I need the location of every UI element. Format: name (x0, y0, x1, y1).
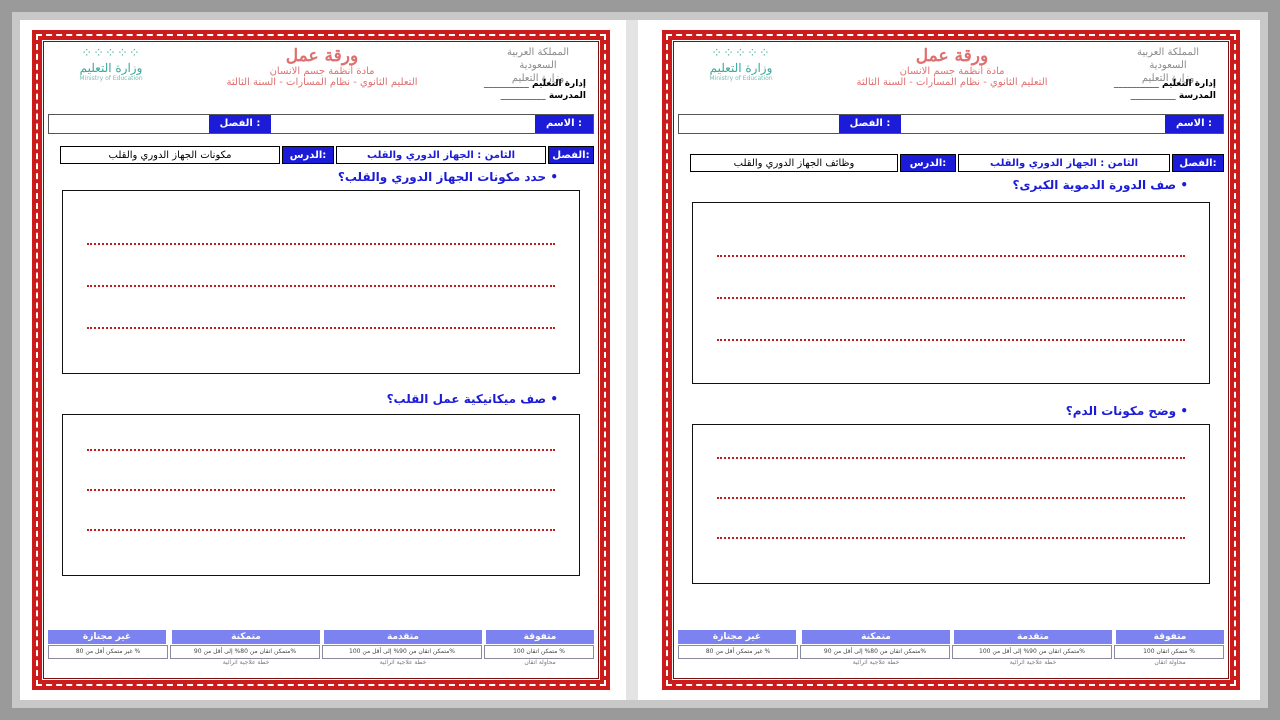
answer-line (717, 497, 1185, 499)
track-line: التعليم الثانوي - نظام المسارات - السنة الثالثة (856, 77, 1048, 88)
rubric-criterion: غير متمكن أقل من 80 % (48, 645, 168, 659)
rubric-header: متفوقة (486, 630, 594, 644)
answer-line (87, 489, 555, 491)
rubric-criterion: غير متمكن أقل من 80 % (678, 645, 798, 659)
rubric-header: متفوقة (1116, 630, 1224, 644)
answer-box-2[interactable] (692, 424, 1210, 584)
ministry-name-ar: وزارة التعليم (709, 61, 773, 75)
rubric-note: خطة علاجية اثرائية (222, 659, 270, 666)
class-label: الفصل : (209, 115, 271, 133)
answer-line (717, 339, 1185, 341)
lesson-label: الدرس: (282, 146, 334, 164)
rubric-criterion: متمكن اتقان من 90% إلى أقل من 100% (322, 645, 482, 659)
admin-block: إدارة التعليم __________ المدرسة __________ (483, 79, 586, 101)
answer-line (87, 327, 555, 329)
ministry-logo (686, 46, 796, 102)
class-label: الفصل : (839, 115, 901, 133)
rubric-header: غير مجتازة (48, 630, 166, 644)
rubric-note: محاولة اتقان (524, 659, 556, 666)
sheet-header (42, 40, 600, 110)
worksheet-right (662, 30, 1240, 690)
kingdom-line-2: وزارة التعليم (1141, 73, 1195, 84)
answer-line (87, 243, 555, 245)
answer-box-1[interactable] (692, 202, 1210, 384)
name-row (678, 114, 1224, 134)
sheet-title: ورقة عمل (915, 46, 989, 66)
lesson-value: وظائف الجهاز الدوري والقلب (690, 154, 898, 172)
chapter-value: الثامن : الجهاز الدوري والقلب (336, 146, 546, 164)
answer-box-2[interactable] (62, 414, 580, 576)
answer-line (87, 449, 555, 451)
answer-line (717, 457, 1185, 459)
question-1: • حدد مكونات الجهاز الدوري والقلب؟ (337, 170, 558, 184)
rubric-header: متقدمة (954, 630, 1112, 644)
lesson-label: الدرس: (900, 154, 956, 172)
chapter-label: الفصل: (1172, 154, 1224, 172)
subject-line: مادة أنظمة جسم الانسان (899, 66, 1005, 77)
kingdom-line-2: وزارة التعليم (511, 73, 565, 84)
ministry-name-en: Ministry of Education (79, 75, 143, 82)
rubric-header: متمكنة (802, 630, 950, 644)
ministry-logo-icon: ⁘⁘⁘⁘⁘ (711, 46, 771, 61)
sheet-title-block (172, 46, 472, 88)
admin-label: إدارة التعليم (1161, 79, 1216, 89)
school-label: المدرسة (1178, 91, 1216, 101)
answer-line (87, 285, 555, 287)
page-divider (626, 20, 638, 700)
ministry-name-ar: وزارة التعليم (79, 61, 143, 75)
rubric-criterion: متمكن اتقان من 80% إلى أقل من 90% (170, 645, 320, 659)
lesson-row (60, 146, 594, 164)
sheet-title-block (802, 46, 1102, 88)
name-label: الاسم : (1165, 115, 1223, 133)
question-1: • صف الدورة الدموية الكبرى؟ (1012, 178, 1188, 192)
rubric-note: محاولة اتقان (1154, 659, 1186, 666)
sheet-header (672, 40, 1230, 110)
answer-line (717, 297, 1185, 299)
name-row (48, 114, 594, 134)
chapter-value: الثامن : الجهاز الدوري والقلب (958, 154, 1170, 172)
track-line: التعليم الثانوي - نظام المسارات - السنة الثالثة (226, 77, 418, 88)
answer-line (717, 255, 1185, 257)
rubric-table (48, 630, 594, 670)
rubric-table (678, 630, 1224, 670)
answer-box-1[interactable] (62, 190, 580, 374)
chapter-label: الفصل: (548, 146, 594, 164)
kingdom-line-1: المملكة العربية السعودية (1136, 47, 1200, 71)
rubric-header: متقدمة (324, 630, 482, 644)
rubric-header: متمكنة (172, 630, 320, 644)
admin-label: إدارة التعليم (531, 79, 586, 89)
ministry-logo-icon: ⁘⁘⁘⁘⁘ (81, 46, 141, 61)
ministry-name-en: Ministry of Education (709, 75, 773, 82)
rubric-note: خطة علاجية اثرائية (852, 659, 900, 666)
rubric-criterion: متمكن اتقان من 90% إلى أقل من 100% (952, 645, 1112, 659)
question-2: • صف ميكانيكية عمل القلب؟ (386, 392, 558, 406)
sheet-title: ورقة عمل (285, 46, 359, 66)
rubric-header: غير مجتازة (678, 630, 796, 644)
name-label: الاسم : (535, 115, 593, 133)
answer-line (717, 537, 1185, 539)
worksheet-left (32, 30, 610, 690)
lesson-row (690, 154, 1224, 172)
answer-line (87, 529, 555, 531)
ministry-logo (56, 46, 166, 102)
admin-block: إدارة التعليم __________ المدرسة __________ (1113, 79, 1216, 101)
school-label: المدرسة (548, 91, 586, 101)
rubric-note: خطة علاجية اثرائية (1009, 659, 1057, 666)
rubric-criterion: متمكن اتقان 100 % (1114, 645, 1224, 659)
kingdom-line-1: المملكة العربية السعودية (506, 47, 570, 71)
question-2: • وضح مكونات الدم؟ (1065, 404, 1188, 418)
rubric-criterion: متمكن اتقان من 80% إلى أقل من 90% (800, 645, 950, 659)
rubric-note: خطة علاجية اثرائية (379, 659, 427, 666)
lesson-value: مكونات الجهاز الدوري والقلب (60, 146, 280, 164)
subject-line: مادة أنظمة جسم الانسان (269, 66, 375, 77)
rubric-criterion: متمكن اتقان 100 % (484, 645, 594, 659)
